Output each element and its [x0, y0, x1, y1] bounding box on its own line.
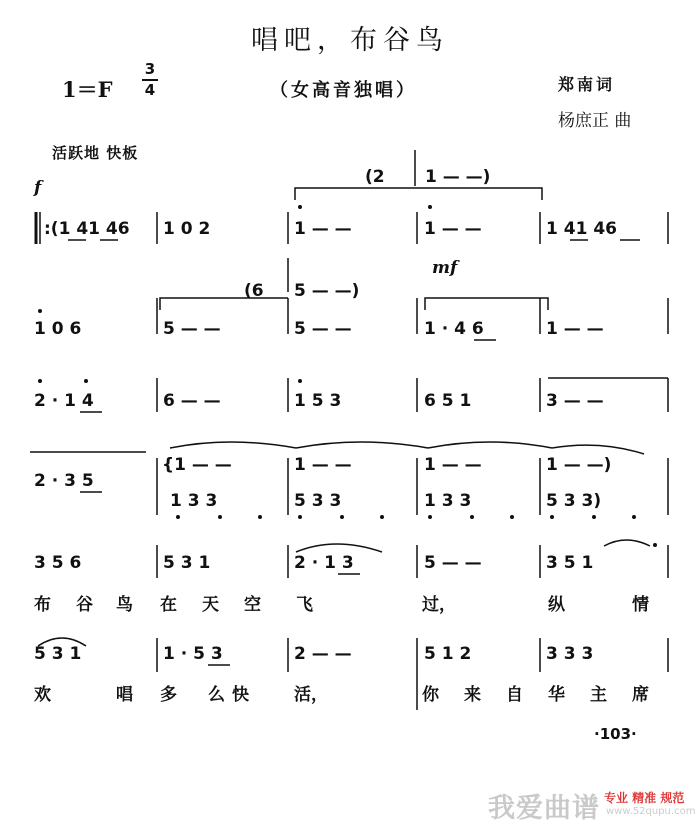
svg-text:2 · 1 3: 2 · 1 3 — [294, 553, 354, 573]
svg-text:5 3 3: 5 3 3 — [294, 491, 342, 511]
svg-text:1 — —: 1 — — — [294, 219, 352, 239]
svg-text:{1 — —: {1 — — — [162, 455, 232, 475]
svg-text:1 41 46: 1 41 46 — [546, 219, 617, 239]
svg-text:1 — —: 1 — — — [294, 455, 352, 475]
svg-text:(6: (6 — [244, 281, 264, 301]
watermark-tagline: 专业 精准 规范 — [604, 791, 685, 805]
svg-text:1 — —: 1 — — — [424, 455, 482, 475]
svg-text:3 5 1: 3 5 1 — [546, 553, 594, 573]
svg-text:5 3 3): 5 3 3) — [546, 491, 602, 511]
dynamic-mezzo-forte: mf — [432, 258, 458, 278]
lyric-syllable: 华 — [548, 685, 565, 705]
lyric-syllable: 谷 — [76, 595, 93, 615]
time-numerator: 3 — [144, 60, 156, 78]
svg-text:6 5 1: 6 5 1 — [424, 391, 472, 411]
svg-text:5 3 1: 5 3 1 — [163, 553, 211, 573]
lyric-syllable: 在 — [160, 595, 177, 615]
svg-text:1 · 4 6: 1 · 4 6 — [424, 319, 484, 339]
svg-text:1 — —): 1 — —) — [546, 455, 612, 475]
lyric-syllable: 你 — [422, 685, 439, 705]
svg-text:1 — —: 1 — — — [546, 319, 604, 339]
lyric-syllable: 么 — [208, 685, 225, 705]
svg-text::(1 41 46: :(1 41 46 — [44, 219, 130, 239]
lyric-syllable: 自 — [506, 685, 523, 705]
lyric-syllable: 情 — [632, 595, 649, 615]
lyric-syllable: 布 — [34, 595, 51, 615]
time-denominator: 4 — [144, 80, 156, 99]
svg-text:1 5 3: 1 5 3 — [294, 391, 342, 411]
svg-text:3 3 3: 3 3 3 — [546, 644, 594, 664]
svg-text:5 — —: 5 — — — [294, 319, 352, 339]
lyric-syllable: 欢 — [34, 685, 51, 705]
lyric-syllable: 多 — [160, 685, 177, 705]
key-signature: 1＝F — [62, 77, 113, 102]
lyric-syllable: 鸟 — [116, 595, 133, 615]
svg-text:5 3 1: 5 3 1 — [34, 644, 82, 664]
svg-text:1 0 6: 1 0 6 — [34, 319, 82, 339]
svg-text:5 — —: 5 — — — [424, 553, 482, 573]
lyric-syllable: 飞 — [296, 595, 313, 615]
lyricist-credit: 郑南词 — [558, 75, 616, 94]
svg-text:1 3 3: 1 3 3 — [424, 491, 472, 511]
lyric-syllable: 过， — [422, 595, 456, 615]
svg-text:1 0 2: 1 0 2 — [163, 219, 211, 239]
composer-credit: 杨庶正 曲 — [558, 111, 632, 131]
svg-text:5 — —): 5 — —) — [294, 281, 360, 301]
watermark-url: www.52qupu.com — [606, 806, 696, 817]
svg-text:2 — —: 2 — — — [294, 644, 352, 664]
page-number: ·103· — [594, 725, 637, 743]
lyric-syllable: 唱 — [116, 685, 133, 705]
song-title: 唱吧，布谷鸟 — [251, 25, 449, 56]
lyric-syllable: 活， — [294, 685, 328, 705]
lyric-syllable: 快 — [232, 685, 249, 705]
svg-text:1 — —): 1 — —) — [425, 167, 491, 187]
lyric-syllable: 来 — [464, 685, 481, 705]
lyric-syllable: 主 — [590, 685, 607, 705]
lyric-syllable: 席 — [632, 685, 649, 705]
svg-text:5 — —: 5 — — — [163, 319, 221, 339]
svg-text:1 · 5 3: 1 · 5 3 — [163, 644, 223, 664]
svg-text:3 — —: 3 — — — [546, 391, 604, 411]
svg-text:6 — —: 6 — — — [163, 391, 221, 411]
svg-text:1 — —: 1 — — — [424, 219, 482, 239]
svg-text:5 1 2: 5 1 2 — [424, 644, 472, 664]
svg-text:2 · 1 4: 2 · 1 4 — [34, 391, 94, 411]
svg-text:3 5 6: 3 5 6 — [34, 553, 82, 573]
dynamic-forte: f — [34, 178, 42, 198]
lyric-syllable: 纵 — [548, 595, 565, 615]
watermark-logo: 我爱曲谱 — [488, 793, 600, 824]
svg-text:2 · 3 5: 2 · 3 5 — [34, 471, 94, 491]
lyric-syllable: 天 — [202, 595, 219, 615]
lyric-syllable: 空 — [244, 595, 261, 615]
svg-text:1 3 3: 1 3 3 — [170, 491, 218, 511]
song-subtitle: （女高音独唱） — [270, 80, 417, 101]
svg-text:(2: (2 — [365, 167, 385, 187]
tempo-marking: 活跃地 快板 — [52, 144, 139, 162]
